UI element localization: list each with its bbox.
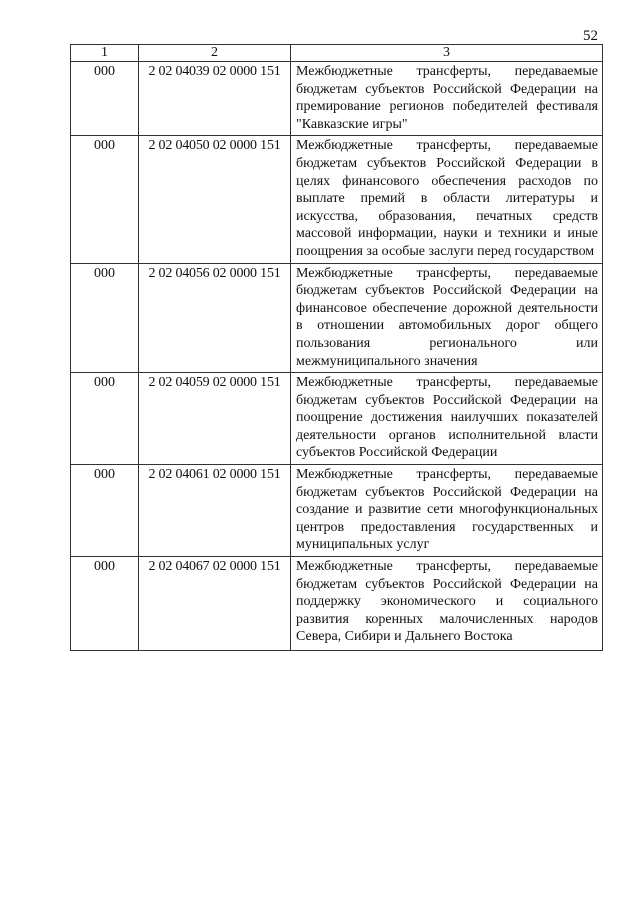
column-header-1: 1 — [71, 45, 139, 62]
table-row — [71, 465, 603, 557]
table-row — [71, 373, 603, 465]
admin-code-cell: 000 — [71, 373, 139, 465]
admin-code-cell: 000 — [71, 465, 139, 557]
description-cell: Межбюджетные трансферты, передаваемые бюджетам субъектов Российской Федерации на финансовое обеспечение дорожной деятельности в отношении автомобильных дорог общего пользования регионального или межмуниципального значения — [291, 263, 603, 373]
admin-code-cell: 000 — [71, 136, 139, 263]
description-cell: Межбюджетные трансферты, передаваемые бюджетам субъектов Российской Федерации на поддержку экономического и социального развития коренных малочисленных народов Севера, Сибири и Дальнего Востока — [291, 557, 603, 651]
budget-code-cell: 2 02 04061 02 0000 151 — [139, 465, 291, 557]
table-row — [71, 263, 603, 373]
description-cell: Межбюджетные трансферты, передаваемые бюджетам субъектов Российской Федерации на премирование регионов победителей фестиваля "Кавказские игры" — [291, 62, 603, 136]
table-row — [71, 62, 603, 136]
budget-code-cell: 2 02 04059 02 0000 151 — [139, 373, 291, 465]
budget-code-cell: 2 02 04050 02 0000 151 — [139, 136, 291, 263]
table-header-row — [71, 45, 603, 62]
budget-code-cell: 2 02 04056 02 0000 151 — [139, 263, 291, 373]
table-row — [71, 136, 603, 263]
budget-code-cell: 2 02 04039 02 0000 151 — [139, 62, 291, 136]
admin-code-cell: 000 — [71, 557, 139, 651]
admin-code-cell: 000 — [71, 62, 139, 136]
column-header-2: 2 — [139, 45, 291, 62]
budget-classification-table — [70, 44, 603, 651]
admin-code-cell: 000 — [71, 263, 139, 373]
column-header-3: 3 — [291, 45, 603, 62]
page-number: 52 — [583, 28, 598, 44]
description-cell: Межбюджетные трансферты, передаваемые бюджетам субъектов Российской Федерации на поощрение достижения наилучших показателей деятельности органов исполнительной власти субъектов Российской Федерации — [291, 373, 603, 465]
description-cell: Межбюджетные трансферты, передаваемые бюджетам субъектов Российской Федерации на создание и развитие сети многофункциональных центров предоставления государственных и муниципальных услуг — [291, 465, 603, 557]
budget-code-cell: 2 02 04067 02 0000 151 — [139, 557, 291, 651]
description-cell: Межбюджетные трансферты, передаваемые бюджетам субъектов Российской Федерации в целях финансового обеспечения расходов по выплате премий в области литературы и искусства, образования, печатных средств массовой информации, науки и техники и иные поощрения за особые заслуги перед государством — [291, 136, 603, 263]
table-row — [71, 557, 603, 651]
